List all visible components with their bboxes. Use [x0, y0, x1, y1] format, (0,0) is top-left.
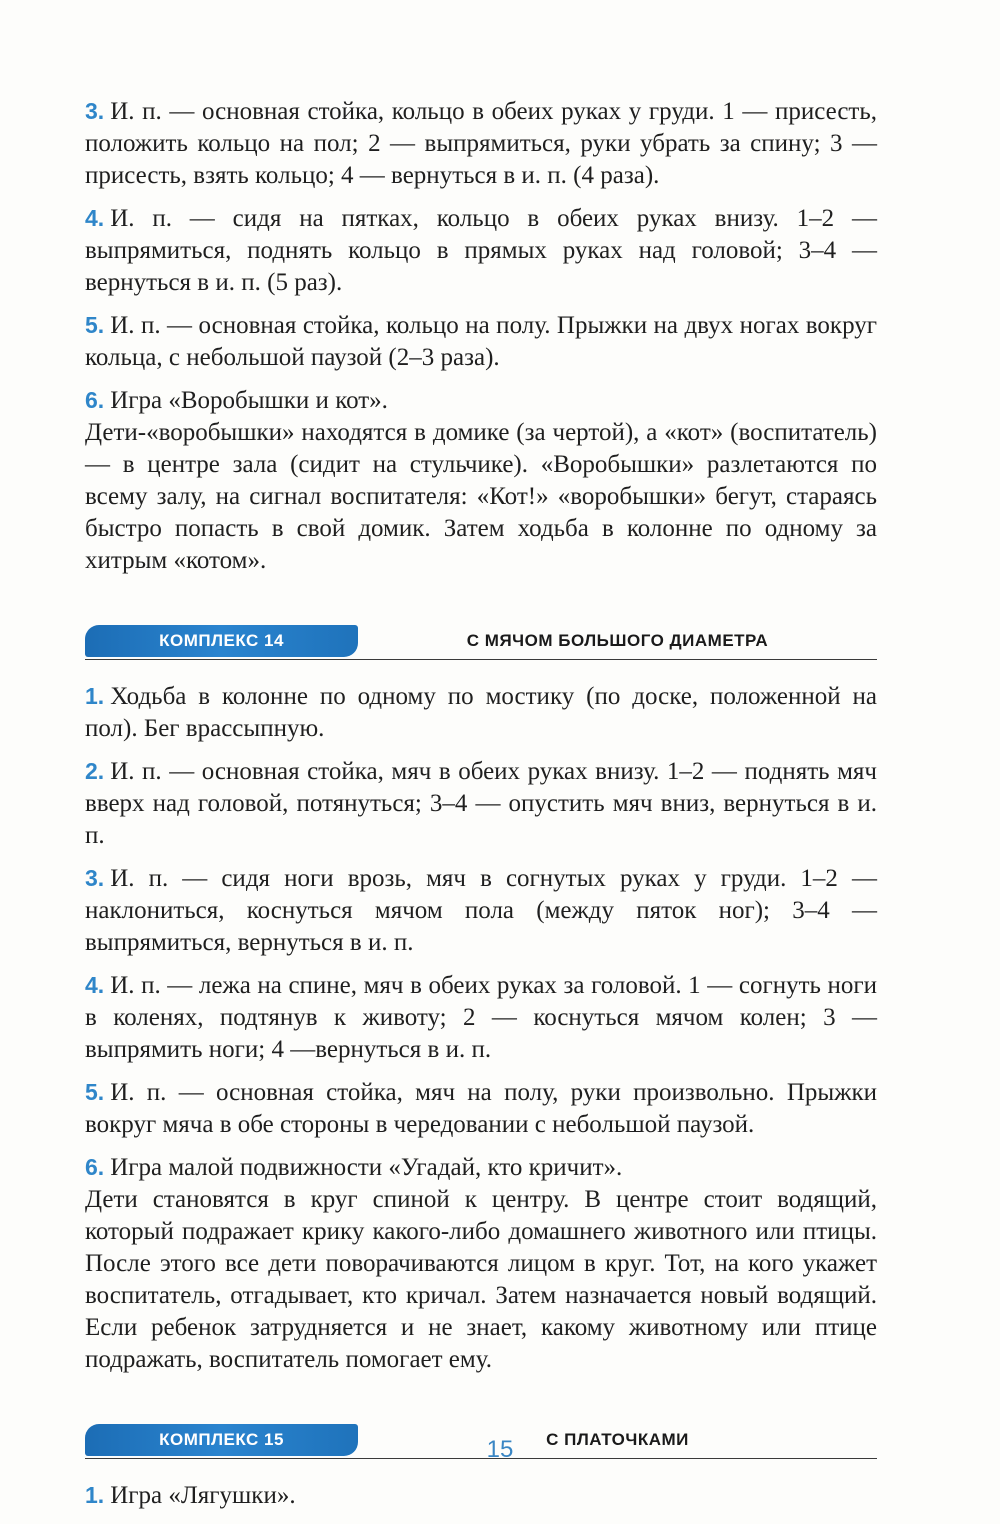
page-number: 15: [486, 1436, 514, 1463]
item-number: 1.: [85, 683, 105, 709]
item-text: И. п. — основная стойка, мяч в обеих руках внизу. 1–2 — поднять мяч вверх над головой, потянуться; 3–4 — опустить мяч вниз, вернуться в и. п.: [85, 758, 877, 849]
item-number: 4.: [85, 972, 105, 998]
list-item: [85, 384, 877, 417]
item-number: 5.: [85, 312, 105, 338]
complex-14-badge: КОМПЛЕКС 14: [85, 625, 358, 657]
item-number: 3.: [85, 865, 105, 891]
item-text: И. п. — основная стойка, кольцо на полу. Прыжки на двух ногах вокруг кольца, с небольшой паузой (2–3 раза).: [85, 312, 877, 371]
list-item: [85, 95, 877, 192]
complex-14-header: [85, 625, 877, 660]
list-item: [85, 969, 877, 1066]
list-item: [85, 680, 877, 745]
game-description: Дети-«воробышки» находятся в домике (за чертой), а «кот» (воспитатель) — в центре зала (сидит на стульчике). «Воробышки» разлетаются по всему залу, на сигнал воспитателя: «Кот!» «воробышки» бегут, стараясь быстро попасть в свой домик. Затем ходьба в колонне по одному за хитрым «котом».: [85, 419, 877, 574]
item-number: 6.: [85, 387, 105, 413]
list-item: [85, 862, 877, 959]
item-text: Игра малой подвижности «Угадай, кто кричит».: [110, 1154, 623, 1181]
page-content: [85, 95, 877, 1522]
list-item: [85, 202, 877, 299]
item-text: И. п. — сидя на пятках, кольцо в обеих руках внизу. 1–2 — выпрямиться, поднять кольцо в прямых руках над головой; 3–4 — вернуться в и. п. (5 раз).: [85, 205, 877, 296]
item-number: 6.: [85, 1154, 105, 1180]
item-text: Игра «Лягушки».: [110, 1482, 296, 1509]
game-description: Дети становятся в круг спиной к центру. В центре стоит водящий, который подражает крику какого-либо домашнего животного или птицы. После этого все дети поворачиваются лицом в круг. Тот, на кого укажет воспитатель, отгадывает, кто кричал. Затем назначается новый водящий. Если ребенок затрудняется и не знает, какому животному или птице подражать, воспитатель помогает ему.: [85, 1186, 877, 1373]
complex-15-badge: КОМПЛЕКС 15: [85, 1424, 358, 1456]
list-item: [85, 309, 877, 374]
complex-15-title: С ПЛАТОЧКАМИ: [546, 1430, 689, 1449]
list-item: [85, 755, 877, 852]
list-item: [85, 1151, 877, 1184]
item-text: Ходьба в колонне по одному по мостику (по доске, положенной на пол). Бег врассыпную.: [85, 683, 877, 742]
complex-14-title: С МЯЧОМ БОЛЬШОГО ДИАМЕТРА: [466, 631, 769, 650]
item-text: Игра «Воробышки и кот».: [110, 387, 388, 414]
item-text: И. п. — основная стойка, мяч на полу, руки произвольно. Прыжки вокруг мяча в обе стороны в чередовании с небольшой паузой.: [85, 1079, 877, 1138]
item-number: 3.: [85, 98, 105, 124]
item-text: И. п. — основная стойка, кольцо в обеих руках у груди. 1 — присесть, положить кольцо на пол; 2 — выпрямиться, руки убрать за спину; 3 — присесть, взять кольцо; 4 — вернуться в и. п. (4 раза).: [85, 98, 877, 189]
item-text: И. п. — лежа на спине, мяч в обеих руках за головой. 1 — согнуть ноги в коленях, подтянув к животу; 2 — коснуться мячом колен; 3 — выпрямить ноги; 4 —вернуться в и. п.: [85, 972, 877, 1063]
item-text: И. п. — сидя ноги врозь, мяч в согнутых руках у груди. 1–2 — наклониться, коснуться мячом пола (между пяток ног); 3–4 — выпрямиться, вернуться в и. п.: [85, 865, 877, 956]
list-item: [85, 1479, 877, 1512]
item-number: 2.: [85, 758, 105, 784]
item-number: 4.: [85, 205, 105, 231]
list-item: [85, 1076, 877, 1141]
item-number: 5.: [85, 1079, 105, 1105]
item-number: 1.: [85, 1482, 105, 1508]
